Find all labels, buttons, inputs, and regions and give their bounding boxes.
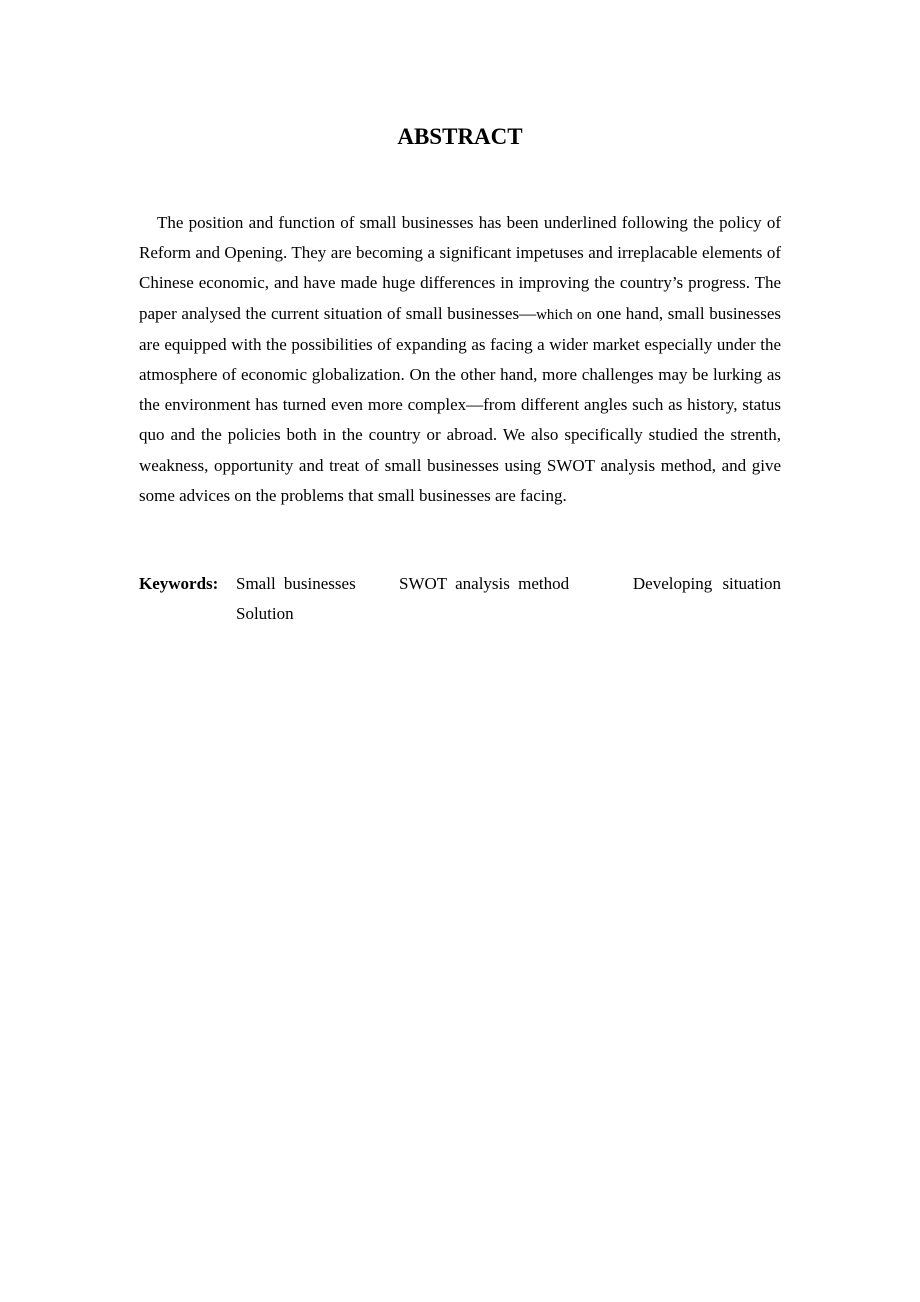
abstract-title: ABSTRACT — [397, 124, 523, 149]
keyword-item: Small businesses — [236, 574, 356, 593]
keyword-item: Solution — [236, 604, 294, 623]
abstract-paragraph — [139, 208, 781, 511]
keywords-row — [236, 569, 781, 599]
keyword-item: SWOT analysis method — [399, 574, 570, 593]
keyword-item: Developing situation — [632, 574, 781, 593]
keywords-label: Keywords: — [139, 574, 219, 593]
abstract-text-run-3: one hand, small businesses are equipped with the possibilities of expanding as facing a wider market especially under the atmosphere of economic globalization. On the other hand, more challenges may be lurking as the environment has turned even more complex—from different angles such as history, status quo and the policies both in the country or abroad. We also specifically studied the strenth, weakness, opportunity and treat of small businesses using SWOT analysis method, and give some advices on the problems that small businesses are facing. — [139, 303, 781, 505]
abstract-text-run-1: The position and function of small businesses has been underlined following the policy of Reform and Opening. They are becoming a significant impetuses and irreplacable elements of Chinese economic, and have made huge differences in improving the country’s progress. The paper analysed the current situation of small businesses— — [139, 213, 781, 323]
abstract-text-run-2: which on — [536, 306, 592, 323]
